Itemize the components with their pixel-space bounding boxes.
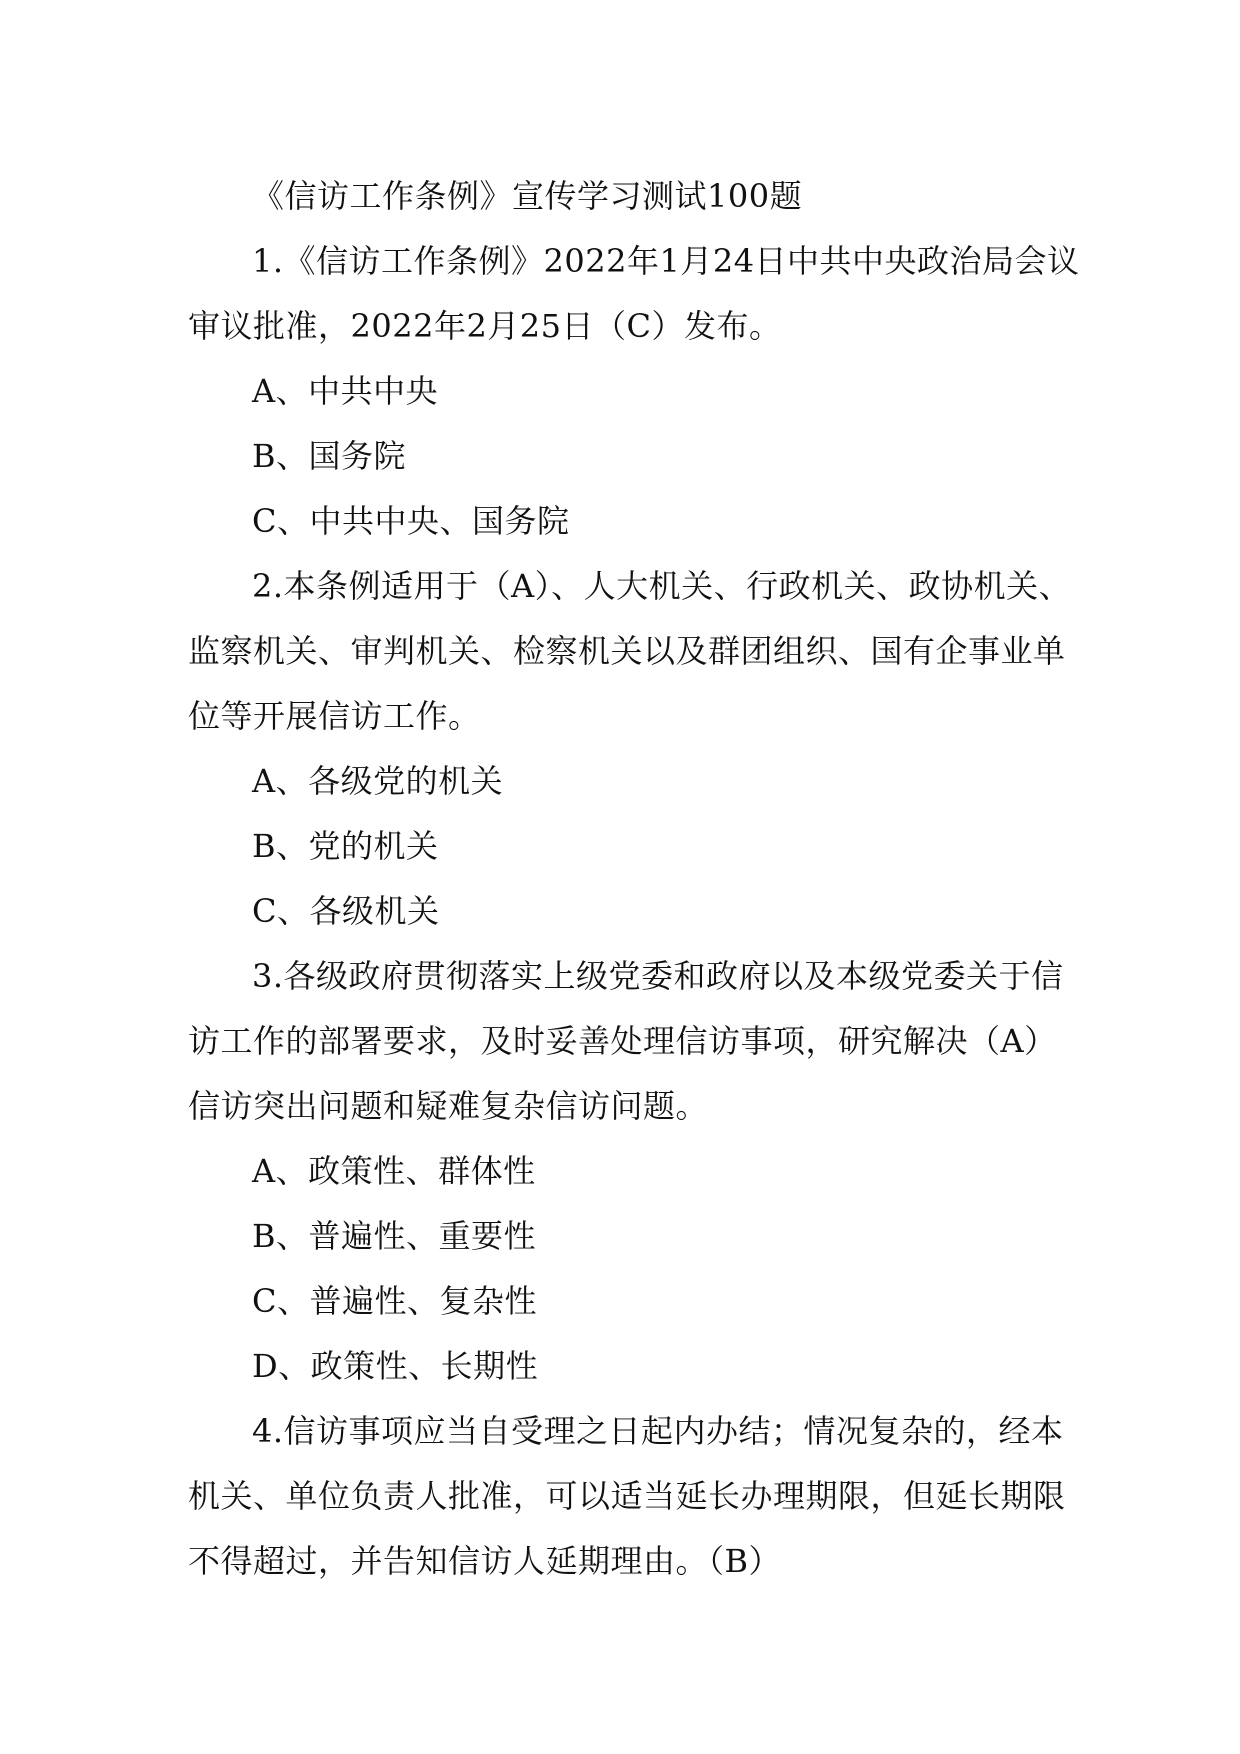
question-1-line-2: 审议批准，2022年2月25日（C）发布。	[188, 307, 782, 345]
question-4-line-2: 机关、单位负责人批准，可以适当延长办理期限，但延长期限	[188, 1477, 1066, 1515]
question-2-option-b: B、党的机关	[252, 827, 439, 865]
question-4-line-1: 4.信访事项应当自受理之日起内办结；情况复杂的，经本	[252, 1412, 1064, 1450]
question-4-line-3: 不得超过，并告知信访人延期理由。（B）	[188, 1542, 782, 1580]
question-3-option-d: D、政策性、长期性	[252, 1347, 539, 1385]
question-2-line-3: 位等开展信访工作。	[188, 697, 481, 735]
question-3-line-1: 3.各级政府贯彻落实上级党委和政府以及本级党委关于信	[252, 957, 1064, 995]
question-3-line-3: 信访突出问题和疑难复杂信访问题。	[188, 1087, 709, 1125]
question-1-line-1: 1.《信访工作条例》2022年1月24日中共中央政治局会议	[252, 242, 1080, 280]
question-3-option-b: B、普遍性、重要性	[252, 1217, 537, 1255]
question-1-option-a: A、中共中央	[252, 372, 439, 410]
question-2-option-c: C、各级机关	[252, 892, 440, 930]
document-title: 《信访工作条例》宣传学习测试100题	[252, 177, 803, 215]
question-3-option-c: C、普遍性、复杂性	[252, 1282, 537, 1320]
question-2-line-2: 监察机关、审判机关、检察机关以及群团组织、国有企事业单	[188, 632, 1066, 670]
question-2-line-1: 2.本条例适用于（A）、人大机关、行政机关、政协机关、	[252, 567, 1072, 605]
question-3-option-a: A、政策性、群体性	[252, 1152, 536, 1190]
question-1-option-c: C、中共中央、国务院	[252, 502, 570, 540]
question-1-option-b: B、国务院	[252, 437, 407, 475]
question-3-line-2: 访工作的部署要求，及时妥善处理信访事项，研究解决（A）	[188, 1022, 1057, 1060]
question-2-option-a: A、各级党的机关	[252, 762, 504, 800]
